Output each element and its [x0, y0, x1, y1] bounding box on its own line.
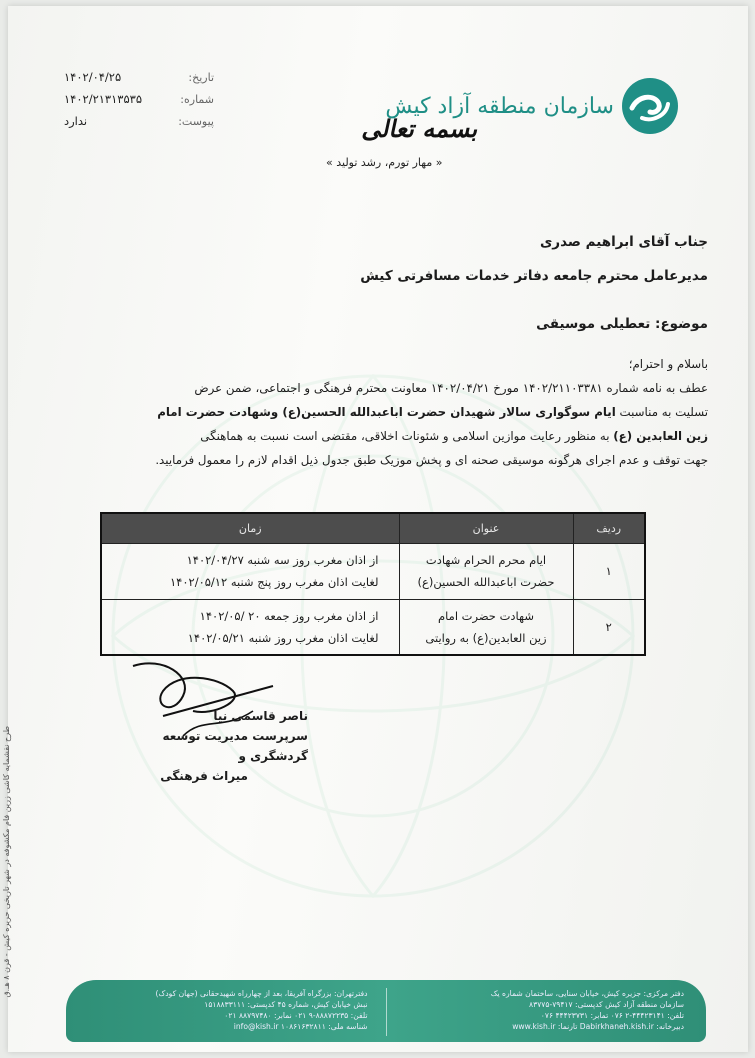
letter-metadata — [64, 66, 214, 132]
year-slogan: « مهار تورم، رشد تولید » — [326, 156, 443, 169]
signature-block — [108, 706, 308, 786]
table-row: ۱ ایام محرم الحرام شهادت حضرت اباعبدالله الحسین(ع) از اذان مغرب روز سه شنبه ۱۴۰۲/۰۴/۲۷ لغایت اذان مغرب روز پنج شنبه ۱۴۰۲/۰۵/۱۲ — [101, 543, 645, 599]
body-line-2: تسلیت به مناسبت ایام سوگواری سالار شهیدان حضرت اباعبدالله الحسین(ع) وشهادت حضرت امام — [157, 405, 708, 419]
meta-number: شماره: ۱۴۰۲/۲۱۳۱۳۵۳۵ — [64, 92, 214, 106]
header-title: عنوان — [399, 513, 573, 543]
header-time: زمان — [101, 513, 399, 543]
signer-name: ناصر قاسمی نیا — [213, 709, 308, 723]
meta-date: تاریخ: ۱۴۰۲/۰۴/۲۵ — [64, 70, 214, 84]
logo-emblem-icon — [622, 78, 678, 134]
letter-subject: موضوع: تعطیلی موسیقی — [536, 316, 708, 332]
footer-divider — [386, 988, 387, 1036]
letter-body — [52, 352, 708, 472]
header-num: ردیف — [573, 513, 645, 543]
footer-tehran-office: دفترتهران: بزرگراه آفریقا، بعد از چهارراه شهیدحقانی (جهان کودک) نبش خیابان کیش، شماره ۴۵ کدپستی: ۱۵۱۸۸۳۳۱۱۱ تلفن: ۸۸۸۷۲۲۳۵-۹ ۰۲۱ نمابر: ۸۸۷۹۷۴۸۰ ۰۲۱ شناسه ملی: ۱۰۸۶۱۶۳۲۸۱۱ info@kish.ir — [155, 989, 368, 1031]
body-line-3: زین العابدین (ع) به منظور رعایت موازین اسلامی و شئونات اخلاقی، مقتضی است نسبت به هماهنگی — [200, 429, 708, 443]
table-header-row — [101, 513, 645, 543]
schedule-table — [100, 512, 646, 656]
addressee-name: جناب آقای ابراهیم صدری — [539, 234, 708, 250]
signer-title-1: سرپرست مدیریت توسعه گردشگری و — [162, 729, 308, 763]
body-line-4: جهت توقف و عدم اجرای هرگونه موسیقی صحنه ای و پخش موزیک طبق جدول ذیل اقدام لازم را معمول فرمایید. — [155, 453, 708, 467]
body-line-1: عطف به نامه شماره ۱۴۰۲/۲۱۱۰۳۳۸۱ مورخ ۱۴۰۲/۰۴/۲۱ معاونت محترم فرهنگی و اجتماعی، ضمن عرض — [194, 381, 708, 395]
letter-footer — [66, 980, 706, 1042]
addressee-position: مدیرعامل محترم جامعه دفاتر خدمات مسافرتی کیش — [360, 268, 708, 284]
footer-kish-office: دفتر مرکزی: جزیره کیش، خیابان سنایی، ساختمان شماره یک سازمان منطقه آزاد کیش کدپستی: ۷۹۴۱۷-۸۳۷۷۵ تلفن: ۴۴۴۲۳۱۴۱-۲ ۰۷۶ تمابر: ۴۴۴۲۳۷۳۱ ۰۷۶ دبیرخانه: Dabirkhaneh.kish.ir تارنما: www.kish.ir — [490, 989, 684, 1031]
bismillah-calligraphy: بسمه تعالی — [359, 114, 483, 143]
greeting: باسلام و احترام؛ — [628, 357, 708, 371]
side-note: طرح نقشمایه کاشی زرین فام مکشوفه در شهر تاریخی حریره کیش - قرن ۸ هـ.ق — [2, 726, 11, 998]
letter-page — [2, 6, 748, 1052]
signer-title-2: میراث فرهنگی — [160, 769, 248, 783]
org-name: سازمان منطقه آزاد کیش — [385, 93, 614, 119]
table-row: ۲ شهادت حضرت امام زین العابدین(ع) به روایتی از اذان مغرب روز جمعه ۲۰ /۱۴۰۲/۰۵ لغایت اذان مغرب روز شنبه ۱۴۰۲/۰۵/۲۱ — [101, 599, 645, 655]
meta-attachment: پیوست: ندارد — [64, 114, 214, 128]
